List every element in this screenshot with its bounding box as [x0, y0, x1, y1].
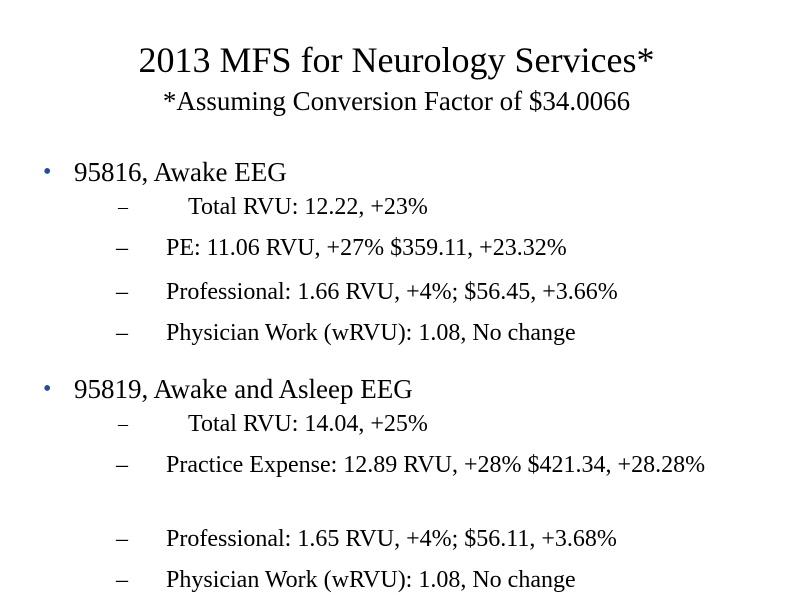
dash-icon: –	[116, 320, 128, 346]
slide-subtitle: *Assuming Conversion Factor of $34.0066	[162, 86, 631, 116]
list-item-text: Total RVU: 14.04, +25%	[188, 411, 428, 437]
list-item	[116, 410, 776, 438]
list-item	[116, 566, 776, 594]
section-heading-95819	[43, 372, 413, 406]
list-item	[116, 451, 716, 479]
section-heading-95816	[43, 155, 287, 189]
list-item-text: Total RVU: 12.22, +23%	[188, 194, 428, 220]
list-item-text: Physician Work (wRVU): 1.08, No change	[166, 320, 576, 346]
dash-icon: –	[116, 235, 128, 261]
bullet-icon: •	[43, 376, 52, 402]
dash-icon: –	[118, 196, 128, 218]
section-heading-text: 95819, Awake and Asleep EEG	[74, 374, 413, 404]
dash-icon: –	[116, 452, 128, 478]
list-item	[116, 525, 776, 553]
section-heading-text: 95816, Awake EEG	[74, 157, 287, 187]
list-item-text: PE: 11.06 RVU, +27% $359.11, +23.32%	[166, 235, 567, 261]
list-item	[116, 278, 776, 306]
dash-icon: –	[116, 567, 128, 593]
list-item-text: Professional: 1.65 RVU, +4%; $56.11, +3.68%	[166, 526, 617, 552]
dash-icon: –	[116, 279, 128, 305]
bullet-icon: •	[43, 159, 52, 185]
dash-icon: –	[116, 526, 128, 552]
dash-icon: –	[118, 413, 128, 435]
list-item	[116, 319, 776, 347]
list-item-text: Professional: 1.66 RVU, +4%; $56.45, +3.66%	[166, 279, 618, 305]
list-item-text: Physician Work (wRVU): 1.08, No change	[166, 567, 576, 593]
list-item-text: Practice Expense: 12.89 RVU, +28% $421.34, +28.28%	[166, 452, 706, 478]
slide-title: 2013 MFS for Neurology Services*	[138, 40, 655, 80]
list-item	[116, 193, 776, 221]
list-item	[116, 234, 776, 262]
